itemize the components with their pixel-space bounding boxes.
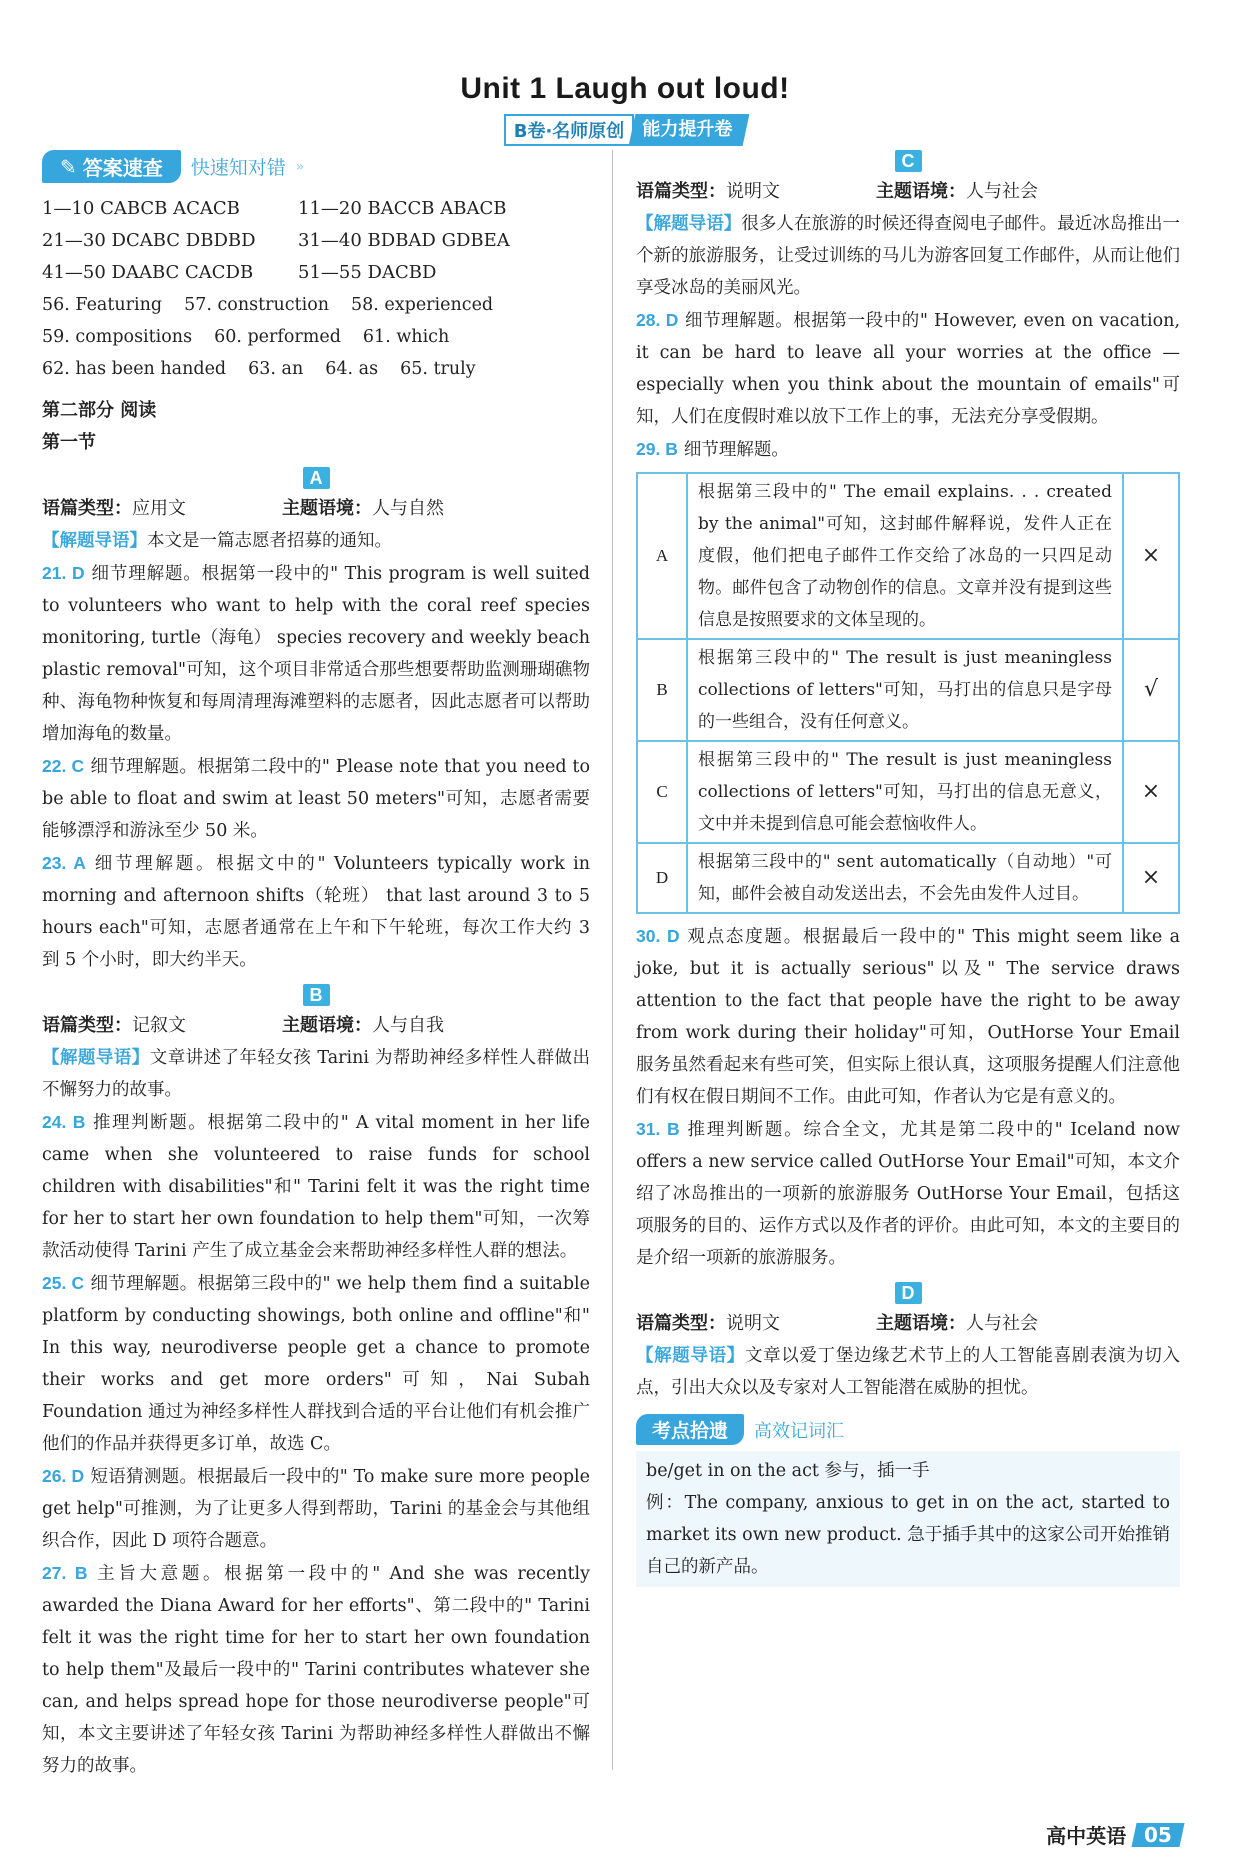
passage-a-tag: A — [303, 467, 330, 489]
page-footer — [1046, 1820, 1182, 1849]
passage-b-guide: 【解题导语】文章讲述了年轻女孩 Tarini 为帮助神经多样性人群做出不懈努力的故事。 — [42, 1048, 591, 1100]
answer-explanation: 21. D 细节理解题。根据第一段中的" This program is well suited to volunteers who want to help with the coral reef species monitoring, turtle（海龟） species recovery and weekly beach plastic removal"可知，这个项目非常适合那些想要帮助监测珊瑚礁物种、海龟物种恢复和每周清理海滩塑料的志愿者，因此志愿者可以帮助增加海龟的数量。 — [42, 563, 590, 744]
passage-d-guide: 【解题导语】文章以爱丁堡边缘艺术节上的人工智能喜剧表演为切入点，引出大众以及专家对人工智能潜在威胁的担忧。 — [636, 1346, 1181, 1398]
section-title: 第一节 — [42, 432, 96, 453]
answer-row: 41—50 DAABC CACDB 51—55 DACBD — [42, 262, 437, 283]
passage-c-meta: 语篇类型：说明文 主题语境：人与社会 — [636, 181, 1038, 202]
answer-explanation: 26. D 短语猜测题。根据最后一段中的" To make sure more people get help"可推测，为了让更多人得到帮助，Tarini 的基金会与其他组织合作，因此 D 项符合题意。 — [42, 1466, 591, 1551]
vocab-example: 例：The company, anxious to get in on the act, started to market its own new product. 急于插手其中的这家公司开始推销自己的新产品。 — [646, 1493, 1170, 1577]
page-title: Unit 1 Laugh out loud! — [460, 72, 790, 105]
part-title: 第二部分 阅读 — [42, 400, 157, 421]
chevrons-icon: » — [295, 158, 305, 175]
answer-explanation: 27. B 主旨大意题。根据第一段中的" And she was recently awarded the Diana Award for her efforts"、第二段中的" Tarini felt it was the right time for her to start her own foundation to help them"及最后一段中的" Tarini contributes whatever she can, and helps spread hope for those neurodiverse people"可知，本文主要讲述了年轻女孩 Tarini 为帮助神经多样性人群做出不懈努力的故事。 — [42, 1563, 591, 1776]
paper-level-label: 能力提升卷 — [629, 114, 750, 146]
quick-answers-header — [42, 150, 590, 183]
column-divider — [612, 150, 613, 1770]
passage-a-meta: 语篇类型：应用文 主题语境：人与自然 — [42, 498, 444, 519]
passage-c-tag: C — [895, 150, 922, 172]
checklist-icon: ✎ — [60, 154, 77, 179]
answer-explanation: 23. A 细节理解题。根据文中的" Volunteers typically work in morning and afternoon shifts（轮班） that last around 3 to 5 hours each"可知，志愿者通常在上午和下午轮班，每次工作大约 3 到 5 个小时，即大约半天。 — [42, 853, 590, 970]
answer-explanation: 30. D 观点态度题。根据最后一段中的" This might seem like a joke, but it is actually serious"以及" The service draws attention to the fact that people have the right to be away from work during their holiday"可知，OutHorse Your Email 服务虽然看起来有些可笑，但实际上很认真，这项服务提醒人们注意他们有权在假日期间不工作。由此可知，作者认为它是有意义的。 — [636, 926, 1180, 1107]
page-header — [0, 72, 1250, 146]
paper-subtitle — [504, 114, 747, 146]
vocab-header — [636, 1414, 1180, 1445]
check-mark-icon: √ — [1123, 639, 1179, 741]
table-row: B 根据第三段中的" The result is just meaningless collections of letters"可知，马打出的信息只是字母的一些组合，没有任何意义。 √ — [637, 639, 1179, 741]
passage-b-tag: B — [303, 984, 330, 1006]
quick-answers-badge: ✎ 答案速查 — [42, 150, 181, 183]
vocab-box — [636, 1451, 1180, 1587]
answer-explanation: 25. C 细节理解题。根据第三段中的" we help them find a suitable platform by conducting showings, both online and offline"和" In this way, neurodiverse people get a chance to promote their works and get more orders"可知，Nai Subah Foundation 通过为神经多样性人群找到合适的平台让他们有机会推广他们的作品并获得更多订单，故选 C。 — [42, 1273, 590, 1454]
table-row: C 根据第三段中的" The result is just meaningless collections of letters"可知，马打出的信息无意义，文中并未提到信息可能会惹恼收件人。 × — [637, 741, 1179, 843]
cross-mark-icon: × — [1123, 473, 1179, 639]
passage-d-meta: 语篇类型：说明文 主题语境：人与社会 — [636, 1313, 1038, 1334]
passage-c-guide: 【解题导语】很多人在旅游的时候还得查阅电子邮件。最近冰岛推出一个新的旅游服务，让受过训练的马儿为游客回复工作邮件，从而让他们享受冰岛的美丽风光。 — [636, 214, 1181, 298]
answer-explanation: 24. B 推理判断题。根据第二段中的" A vital moment in her life came when she volunteered to raise funds for school children with disabilities"和" Tarini felt it was the right time for her to start her own foundation to help them"可知，一次筹款活动使得 Tarini 产生了成立基金会来帮助神经多样性人群的想法。 — [42, 1112, 590, 1261]
passage-d-tag: D — [895, 1282, 922, 1304]
quick-answers-subtitle: 快速知对错 — [190, 157, 286, 179]
right-column — [636, 150, 1180, 1587]
left-column — [42, 150, 590, 1782]
vocab-subtitle: 高效记词汇 — [754, 1420, 845, 1442]
cross-mark-icon: × — [1123, 741, 1179, 843]
fill-answer-row: 62. has been handed 63. an 64. as 65. truly — [42, 359, 476, 379]
paper-type-label: B卷·名师原创 — [504, 114, 635, 146]
answer-explanation: 31. B 推理判断题。综合全文，尤其是第二段中的" Iceland now offers a new service called OutHorse Your Email"可知，本文介绍了冰岛推出的一项新的旅游服务 OutHorse Your Email，包括这项服务的目的、运作方式以及作者的评价。由此可知，本文的主要目的是介绍一项新的旅游服务。 — [636, 1119, 1180, 1268]
subject-label: 高中英语 — [1046, 1824, 1127, 1848]
answer-explanation: 28. D 细节理解题。根据第一段中的" However, even on vacation, it can be hard to leave all your worries at the office — especially when you think about the mountain of emails"可知，人们在度假时难以放下工作上的事，无法充分享受假期。 — [636, 310, 1181, 427]
option-analysis-table — [636, 472, 1180, 914]
answer-row: 21—30 DCABC DBDBD 31—40 BDBAD GDBEA — [42, 230, 510, 251]
vocab-badge: 考点拾遗 — [636, 1414, 744, 1445]
passage-a-guide: 【解题导语】本文是一篇志愿者招募的通知。 — [42, 531, 392, 551]
answer-explanation: 29. B 细节理解题。 — [636, 439, 789, 460]
cross-mark-icon: × — [1123, 843, 1179, 913]
table-row: D 根据第三段中的" sent automatically（自动地）"可知，邮件会被自动发送出去，不会先由发件人过目。 × — [637, 843, 1179, 913]
passage-b-meta: 语篇类型：记叙文 主题语境：人与自我 — [42, 1015, 444, 1036]
fill-answer-row: 56. Featuring 57. construction 58. experienced — [42, 295, 494, 315]
table-row: A 根据第三段中的" The email explains. . . created by the animal"可知，这封邮件解释说，发件人正在度假，他们把电子邮件工作交给了冰岛的一只四足动物。邮件包含了动物创作的信息。文章并没有提到这些信息是按照要求的文体呈现的。 × — [637, 473, 1179, 639]
answer-row: 1—10 CABCB ACACB 11—20 BACCB ABACB — [42, 198, 507, 219]
page-number: 05 — [1132, 1823, 1185, 1847]
vocab-phrase: be/get in on the act 参与，插一手 — [646, 1461, 930, 1481]
answer-explanation: 22. C 细节理解题。根据第二段中的" Please note that you need to be able to float and swim at least 50 meters"可知，志愿者需要能够漂浮和游泳至少 50 米。 — [42, 756, 591, 841]
fill-answer-row: 59. compositions 60. performed 61. which — [42, 327, 450, 347]
